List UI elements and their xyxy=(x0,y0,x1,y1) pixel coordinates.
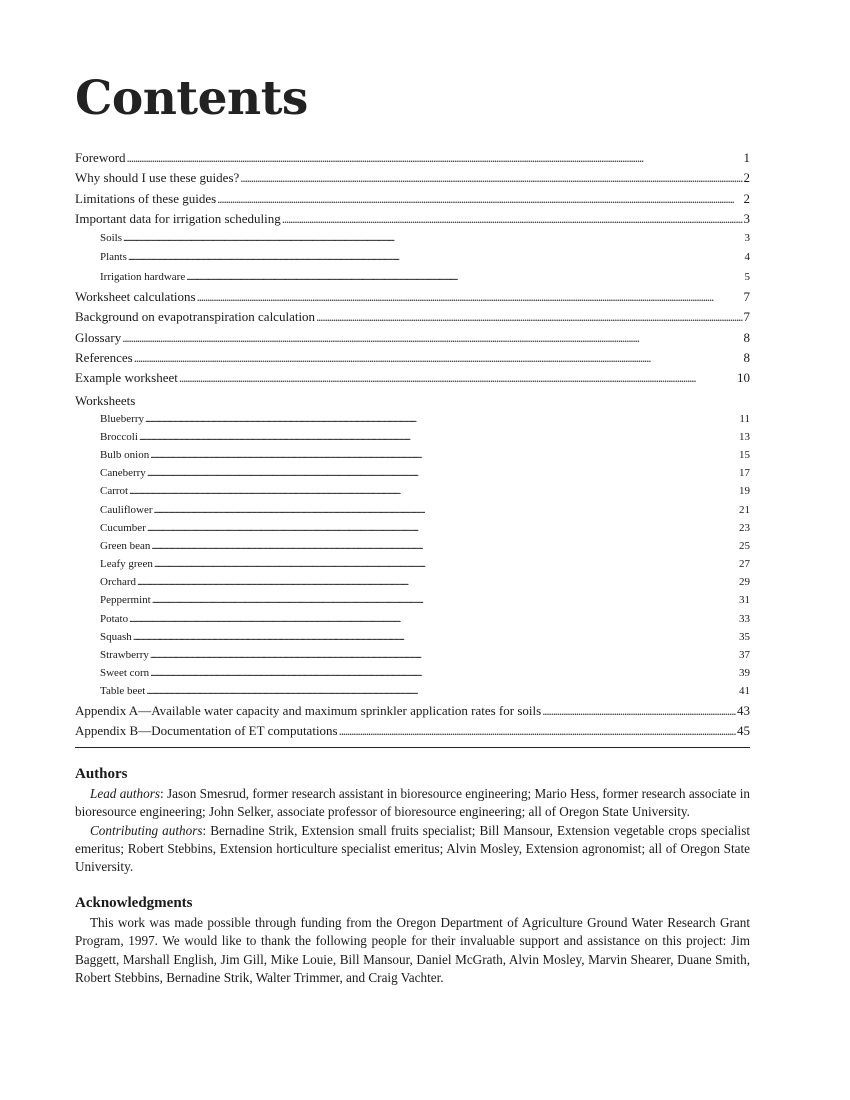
toc-entry-page: 15 xyxy=(739,448,750,461)
toc-entry-label: Worksheet calculations xyxy=(75,289,196,305)
toc-entry[interactable] xyxy=(75,189,750,209)
toc-worksheet-entry[interactable] xyxy=(75,519,750,537)
toc-entry-page: 21 xyxy=(739,503,750,516)
toc-entry-page: 33 xyxy=(739,612,750,625)
authors-section xyxy=(75,765,750,876)
toc-entry-label: Cauliflower xyxy=(100,503,153,516)
toc-entry[interactable] xyxy=(75,348,750,368)
toc-worksheet-entry[interactable] xyxy=(75,410,750,428)
toc-entry-page: 31 xyxy=(739,594,750,607)
toc-entry-page: 11 xyxy=(739,412,750,425)
toc-leader-dots xyxy=(145,410,738,428)
acknowledgments-heading: Acknowledgments xyxy=(75,895,193,912)
toc-worksheet-entry[interactable] xyxy=(75,610,750,628)
toc-entry-label: Plants xyxy=(100,251,127,264)
toc-entry-label: Table beet xyxy=(100,685,146,698)
toc-entry-label: Strawberry xyxy=(100,649,149,661)
toc-entry-page: 39 xyxy=(739,667,750,680)
toc-leader-dots xyxy=(146,682,738,700)
table-of-contents xyxy=(75,148,750,741)
toc-entry-page: 27 xyxy=(739,558,750,571)
toc-entry-label: Broccoli xyxy=(100,430,138,443)
toc-entry-label: Important data for irrigation scheduling xyxy=(75,210,281,226)
toc-worksheet-entry[interactable] xyxy=(75,446,750,464)
toc-entry-label: Carrot xyxy=(100,485,129,498)
toc-leader-dots xyxy=(134,348,743,368)
toc-entry-page: 2 xyxy=(743,190,750,206)
authors-heading: Authors xyxy=(75,766,128,783)
toc-worksheets-heading xyxy=(75,389,750,410)
toc-entry-label: Caneberry xyxy=(100,467,146,480)
toc-entry-label: Background on evapotranspiration calculation xyxy=(75,309,316,325)
toc-entry-page: 7 xyxy=(743,289,750,305)
toc-leader-dots xyxy=(197,287,743,307)
toc-entry-page: 10 xyxy=(737,370,750,386)
page-title: Contents xyxy=(75,71,308,126)
toc-subentry[interactable] xyxy=(75,248,750,267)
toc-entry-label: Example worksheet xyxy=(75,370,178,386)
toc-appendix-entry[interactable] xyxy=(75,721,750,741)
toc-entry[interactable] xyxy=(75,368,750,388)
toc-entry-page: 29 xyxy=(739,576,750,589)
toc-entry-label: Peppermint xyxy=(100,594,151,607)
toc-heading-label: Worksheets xyxy=(75,392,136,408)
toc-subentry[interactable] xyxy=(75,229,750,248)
toc-leader-dots xyxy=(152,591,738,609)
toc-entry-page: 37 xyxy=(739,649,750,661)
toc-entry-label: Glossary xyxy=(75,329,122,345)
toc-leader-dots xyxy=(154,501,738,519)
toc-leader-dots xyxy=(542,701,736,721)
toc-entry-label: Appendix B—Documentation of ET computations xyxy=(75,722,338,738)
toc-entry-page: 8 xyxy=(743,329,750,345)
toc-worksheet-entry[interactable] xyxy=(75,646,750,664)
toc-leader-dots xyxy=(339,721,736,741)
lead-authors-text: : Jason Smesrud, former research assistant in bioresource engineering; Mario Hess, former research associate in bioresource engineering; John Selker, associate professor of bioresource engineering; all of Oregon State University. xyxy=(75,786,750,820)
toc-leader-dots xyxy=(127,148,743,168)
toc-leader-dots xyxy=(147,519,738,537)
toc-leader-dots xyxy=(316,307,742,327)
toc-worksheet-entry[interactable] xyxy=(75,464,750,482)
toc-entry-page: 19 xyxy=(739,485,750,498)
section-divider xyxy=(75,747,750,748)
toc-worksheet-entry[interactable] xyxy=(75,555,750,573)
acknowledgments-text: This work was made possible through funding from the Oregon Department of Agriculture Ground Water Research Grant Program, 1997. We would like to thank the following people for their invaluable support and assistance on this project: Jim Baggett, Marshall English, Jim Gill, Mike Louie, Bill Mansour, Daniel McGrath, Alvin Mosley, Marvin Shearer, Duane Smith, Robert Stebbins, Bernadine Strik, Walter Trimmer, and Craig Vachter. xyxy=(75,915,750,985)
toc-worksheet-entry[interactable] xyxy=(75,482,750,500)
lead-authors-paragraph xyxy=(75,785,750,821)
toc-worksheet-entry[interactable] xyxy=(75,428,750,446)
toc-entry-label: Blueberry xyxy=(100,412,144,425)
toc-entry-label: Potato xyxy=(100,612,129,625)
toc-entry-label: Appendix A—Available water capacity and maximum sprinkler application rates for soils xyxy=(75,702,542,718)
toc-leader-dots xyxy=(282,209,743,229)
toc-entry-page: 3 xyxy=(743,210,750,226)
toc-entry-page: 23 xyxy=(739,521,750,534)
toc-entry-label: Irrigation hardware xyxy=(100,270,186,283)
toc-entry-label: References xyxy=(75,349,133,365)
toc-leader-dots xyxy=(150,664,738,682)
toc-worksheet-entry[interactable] xyxy=(75,501,750,519)
toc-leader-dots xyxy=(151,537,738,555)
toc-entry-page: 8 xyxy=(743,349,750,365)
toc-entry-page: 43 xyxy=(737,702,750,718)
toc-entry-label: Foreword xyxy=(75,150,126,165)
toc-leader-dots xyxy=(154,555,738,573)
toc-appendix-entry[interactable] xyxy=(75,701,750,721)
toc-entry-page: 25 xyxy=(739,539,750,552)
toc-worksheet-entry[interactable] xyxy=(75,628,750,646)
contributing-authors-text: : Bernadine Strik, Extension small fruits specialist; Bill Mansour, Extension vegetable crops specialist emeritus; Robert Stebbins, Extension horticulture specialist emeritus; Alvin Mosley, Extension agronomist; all of Oregon State University. xyxy=(75,822,750,874)
toc-entry-label: Cucumber xyxy=(100,521,146,534)
contributing-authors-paragraph xyxy=(75,822,750,877)
toc-entry-page: 13 xyxy=(739,430,750,443)
toc-entry-label: Why should I use these guides? xyxy=(75,170,240,186)
toc-entry[interactable] xyxy=(75,148,750,168)
toc-entry-page: 35 xyxy=(739,630,750,643)
toc-entry[interactable] xyxy=(75,287,750,307)
toc-entry-page: 45 xyxy=(737,722,750,738)
toc-entry-page: 3 xyxy=(744,232,750,245)
toc-entry-label: Sweet corn xyxy=(100,667,150,680)
toc-leader-dots xyxy=(128,248,744,267)
toc-entry-label: Squash xyxy=(100,630,132,643)
page xyxy=(75,70,750,987)
toc-entry-page: 4 xyxy=(744,251,750,264)
toc-entry-label: Leafy green xyxy=(100,558,153,571)
toc-entry-page: 41 xyxy=(739,685,750,698)
toc-entry[interactable] xyxy=(75,328,750,348)
toc-leader-dots xyxy=(122,328,742,348)
toc-entry[interactable] xyxy=(75,307,750,327)
toc-leader-dots xyxy=(123,229,743,248)
toc-worksheet-entry[interactable] xyxy=(75,682,750,700)
toc-leader-dots xyxy=(217,189,742,209)
toc-worksheet-entry[interactable] xyxy=(75,664,750,682)
toc-entry-label: Soils xyxy=(100,232,123,245)
toc-entry-page: 7 xyxy=(743,309,750,325)
acknowledgments-section xyxy=(75,894,750,987)
toc-entry-page: 1 xyxy=(743,150,750,165)
toc-entry-label: Orchard xyxy=(100,576,137,589)
toc-worksheet-entry[interactable] xyxy=(75,591,750,609)
toc-entry[interactable] xyxy=(75,209,750,229)
toc-entry-page: 5 xyxy=(744,270,750,283)
toc-leader-dots xyxy=(150,646,738,664)
toc-leader-dots xyxy=(139,428,738,446)
toc-worksheet-entry[interactable] xyxy=(75,573,750,591)
toc-entry-label: Bulb onion xyxy=(100,448,150,461)
toc-leader-dots xyxy=(129,610,738,628)
toc-leader-dots xyxy=(129,482,738,500)
toc-worksheet-entry[interactable] xyxy=(75,537,750,555)
toc-entry-page: 17 xyxy=(739,467,750,480)
toc-leader-dots xyxy=(186,268,743,287)
toc-subentry[interactable] xyxy=(75,268,750,287)
toc-entry-page: 2 xyxy=(743,170,750,186)
toc-leader-dots xyxy=(240,168,742,188)
toc-entry[interactable] xyxy=(75,168,750,188)
lead-authors-label: Lead authors xyxy=(90,786,161,802)
toc-leader-dots xyxy=(137,573,738,591)
toc-entry-label: Green bean xyxy=(100,539,151,552)
toc-leader-dots xyxy=(133,628,738,646)
contributing-authors-label: Contributing authors xyxy=(90,822,203,838)
toc-entry-label: Limitations of these guides xyxy=(75,190,217,206)
toc-leader-dots xyxy=(150,446,738,464)
toc-leader-dots xyxy=(179,368,736,388)
toc-leader-dots xyxy=(147,464,738,482)
